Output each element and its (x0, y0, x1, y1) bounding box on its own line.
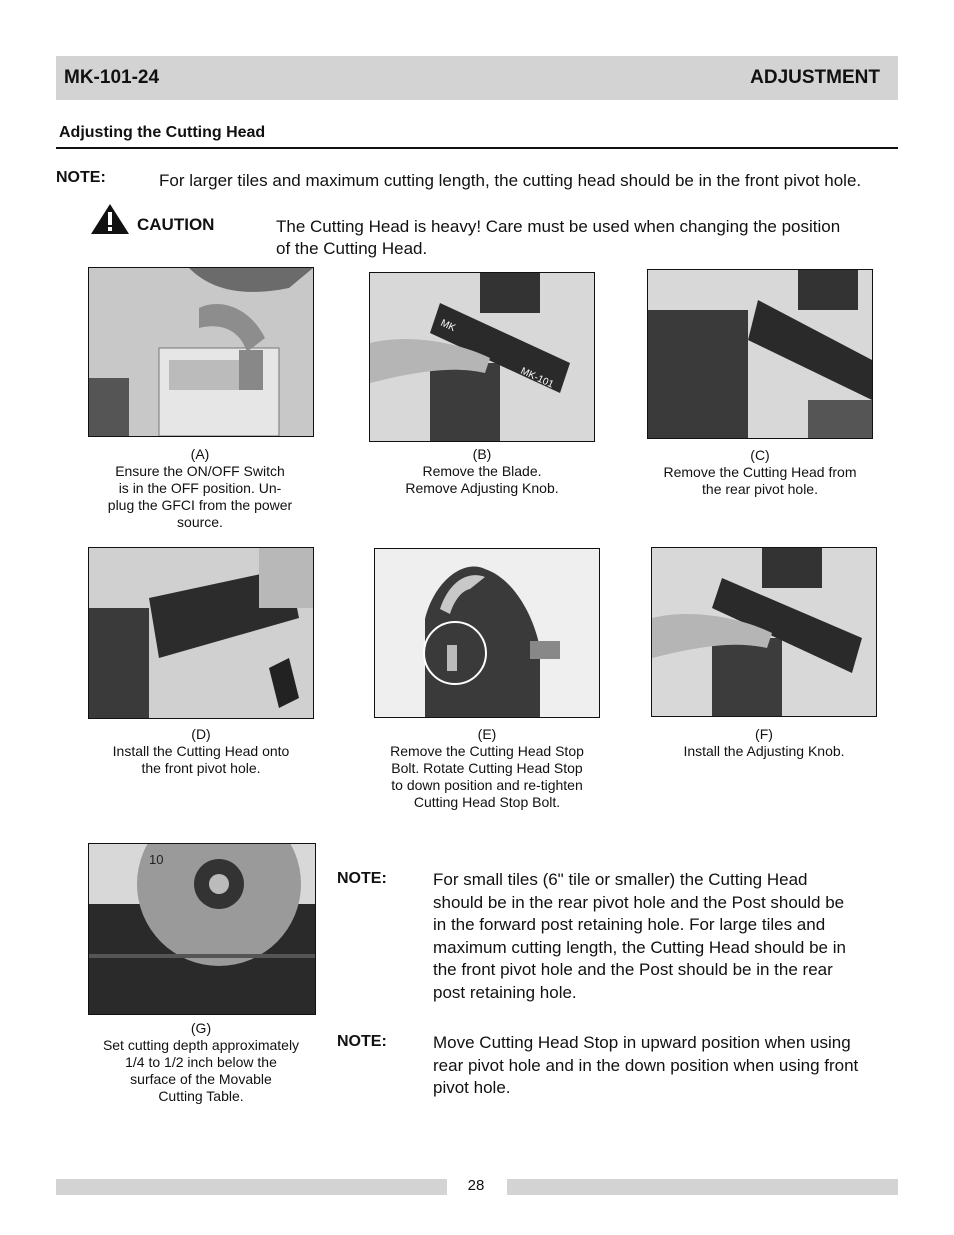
note-line: rear pivot hole and in the down position when using front (433, 1055, 859, 1075)
note-line: Move Cutting Head Stop in upward position when using (433, 1033, 851, 1052)
caution-label: CAUTION (137, 215, 215, 234)
note-line: in the forward post retaining hole. For large tiles and (433, 915, 826, 934)
page-number: 28 (467, 1177, 485, 1194)
caption-line: Install the Cutting Head onto (112, 743, 290, 759)
caption-line: Remove the Cutting Head Stop (390, 743, 584, 759)
caption-line: Remove the Blade. (422, 463, 542, 479)
caption-line: Remove the Cutting Head from (663, 464, 857, 480)
caption-b (369, 446, 595, 497)
note-label: NOTE: (337, 1033, 387, 1050)
caption-line: surface of the Movable (130, 1071, 272, 1087)
caption-line: Remove Adjusting Knob. (405, 480, 559, 496)
note-line: should be in the rear pivot hole and the Post should be (433, 892, 845, 912)
caption-line: to down position and re-tighten (391, 777, 583, 793)
note-head-stop-text (433, 1032, 903, 1100)
caption-line: Install the Adjusting Knob. (683, 743, 845, 759)
caption-line: 1/4 to 1/2 inch below the (125, 1054, 277, 1070)
model-label: MK-101 (518, 365, 556, 391)
caution-text-line-1: The Cutting Head is heavy! Care must be used when changing the position (276, 217, 841, 236)
note-label: NOTE: (56, 169, 106, 186)
note-label: NOTE: (337, 870, 387, 887)
brand-label: MK (438, 317, 457, 335)
photo-f-adjusting-knob (651, 547, 877, 717)
caption-line: the front pivot hole. (141, 760, 261, 776)
caption-c (647, 447, 873, 498)
caption-a (88, 446, 312, 531)
caution-text-line-2: of the Cutting Head. (276, 239, 428, 258)
caption-line: Ensure the ON/OFF Switch (115, 463, 285, 479)
warning-triangle-icon (90, 203, 130, 235)
photo-a-on-off-switch (88, 267, 314, 437)
model-title: MK-101-24 (64, 67, 160, 88)
note-line: For small tiles (6" tile or smaller) the Cutting Head (433, 870, 808, 889)
section-header: ADJUSTMENT (750, 67, 880, 88)
depth-mark-label: 10 (149, 852, 164, 867)
caption-g (88, 1020, 314, 1105)
caption-line: Set cutting depth approximately (102, 1037, 300, 1053)
caption-line: (G) (190, 1020, 212, 1036)
caption-line: plug the GFCI from the power (107, 497, 293, 513)
caption-line: (A) (190, 446, 210, 462)
caption-line: Cutting Table. (158, 1088, 244, 1104)
footer-bar-right (507, 1179, 898, 1195)
note-line: post retaining hole. (433, 982, 577, 1002)
note-line: maximum cutting length, the Cutting Head should be in (433, 937, 846, 957)
note-line: pivot hole. (433, 1078, 511, 1097)
photo-g-cutting-depth (88, 843, 316, 1015)
caption-e (374, 726, 600, 811)
section-divider (56, 147, 898, 149)
caption-line: (F) (755, 726, 773, 742)
caption-d (88, 726, 314, 777)
caption-line: (C) (750, 447, 770, 463)
note-text: For larger tiles and maximum cutting length, the cutting head should be in the front pivot hole. (159, 171, 862, 190)
photo-c-remove-head (647, 269, 873, 439)
photo-d-install-head (88, 547, 314, 719)
note-small-tiles-text (433, 869, 903, 1004)
caption-line: (E) (477, 726, 497, 742)
caption-line: the rear pivot hole. (702, 481, 818, 497)
caption-f (651, 726, 877, 760)
caption-line: (D) (191, 726, 211, 742)
photo-e-stop-bolt (374, 548, 600, 718)
caption-line: Bolt. Rotate Cutting Head Stop (391, 760, 583, 776)
photo-b-remove-blade (369, 272, 595, 442)
section-title: Adjusting the Cutting Head (59, 124, 266, 141)
caption-line: (B) (472, 446, 492, 462)
header-bar (56, 56, 898, 100)
note-line: the front pivot hole and the Post should be in the rear (433, 960, 833, 979)
caption-line: source. (177, 514, 223, 530)
caption-line: is in the OFF position. Un- (118, 480, 282, 496)
caption-line: Cutting Head Stop Bolt. (413, 794, 561, 810)
footer-bar-left (56, 1179, 447, 1195)
